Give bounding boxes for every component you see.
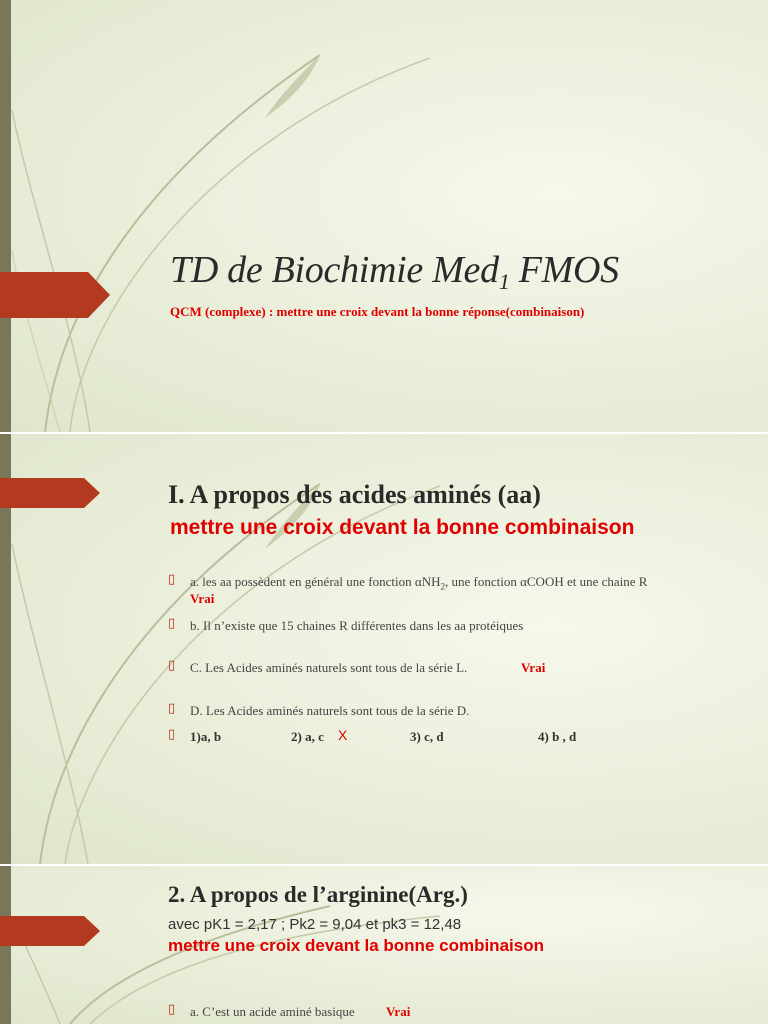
slide-amino-acids (0, 434, 768, 864)
heading-arrow-marker (0, 916, 100, 946)
choice-1[interactable]: 1)a, b (190, 729, 222, 744)
decorative-curves (0, 0, 768, 432)
statement-d: D. Les Acides aminés naturels sont tous de la série D. (190, 703, 470, 718)
section-heading: 2. A propos de l’arginine(Arg.) (168, 882, 468, 907)
slide-arginine (0, 866, 768, 1024)
square-bullet-icon: ▯ (168, 701, 176, 716)
verdict-a: Vrai (190, 591, 215, 606)
square-bullet-icon: ▯ (168, 1002, 176, 1017)
heading-arrow-marker (0, 478, 100, 508)
instruction-text: mettre une croix devant la bonne combinaison (168, 936, 544, 955)
section-heading: I. A propos des acides aminés (aa) (168, 480, 541, 509)
slide-title (0, 0, 768, 432)
presentation-subtitle: QCM (complexe) : mettre une croix devant la bonne réponse(combinaison) (170, 304, 585, 319)
statement-c: C. Les Acides aminés naturels sont tous de la série L. (190, 660, 468, 675)
verdict-c: Vrai (521, 660, 546, 675)
statement-b: b. Il n’existe que 15 chaines R différentes dans les aa protéiques (190, 618, 524, 633)
pk-values: avec pK1 = 2,17 ; Pk2 = 9,04 et pk3 = 12,48 (168, 916, 462, 933)
square-bullet-icon: ▯ (168, 658, 176, 673)
statement-a: a. C’est un acide aminé basique (190, 1004, 355, 1019)
square-bullet-icon: ▯ (168, 616, 176, 631)
presentation-title: TD de Biochimie Med$_1$ FMOS (170, 249, 619, 294)
instruction-text: mettre une croix devant la bonne combinaison (170, 516, 635, 539)
cross-mark: X (338, 727, 348, 743)
title-arrow-marker (0, 272, 110, 318)
statement-a: a. les aa possèdent en général une fonction αNH$_2$, une fonction αCOOH et une chaine R (190, 574, 648, 592)
choice-2[interactable]: 2) a, c (291, 729, 324, 744)
square-bullet-icon: ▯ (168, 727, 176, 742)
verdict-a: Vrai (386, 1004, 411, 1019)
choice-3[interactable]: 3) c, d (410, 729, 444, 744)
choice-4[interactable]: 4) b , d (538, 729, 577, 744)
square-bullet-icon: ▯ (168, 572, 176, 587)
